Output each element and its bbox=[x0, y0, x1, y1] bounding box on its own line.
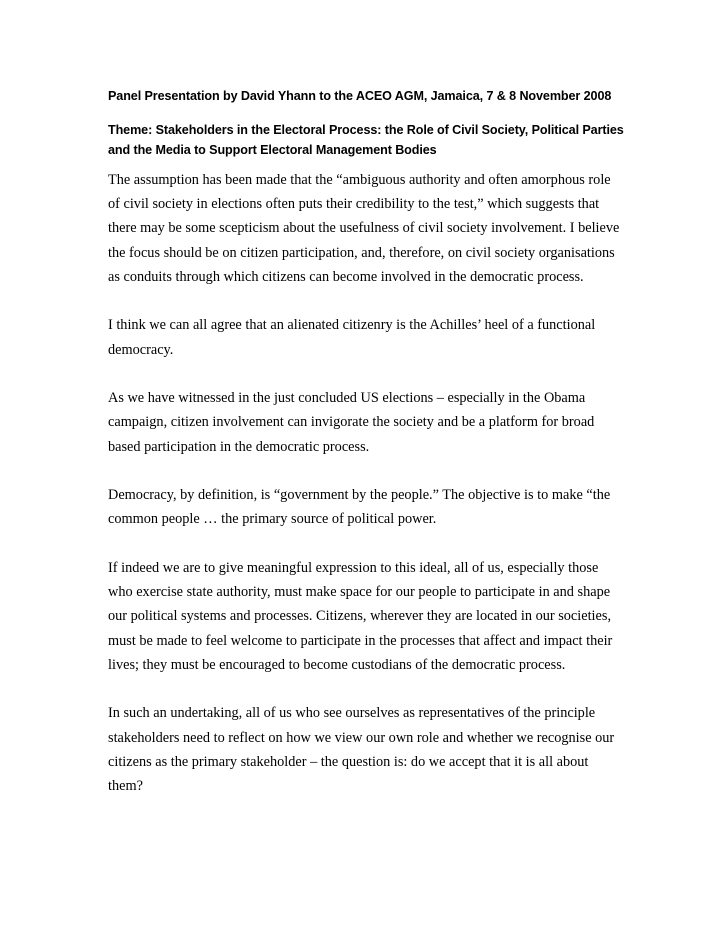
document-title: Panel Presentation by David Yhann to the ACEO AGM, Jamaica, 7 & 8 November 2008 bbox=[108, 89, 612, 103]
paragraph: Democracy, by definition, is “government by the people.” The objective is to make “the common people … the primary source of political power. bbox=[108, 487, 611, 528]
paragraph: I think we can all agree that an alienated citizenry is the Achilles’ heel of a functional democracy. bbox=[108, 317, 596, 358]
document-theme: Theme: Stakeholders in the Electoral Process: the Role of Civil Society, Political Parties and the Media to Support Electoral Management Bodies bbox=[108, 123, 624, 157]
paragraph: If indeed we are to give meaningful expression to this ideal, all of us, especially those who exercise state authority, must make space for our people to participate in and shape our political systems and processes. Citizens, wherever they are located in our societies, must be made to feel welcome to participate in the processes that affect and impact their lives; they must be encouraged to become custodians of the democratic process. bbox=[108, 560, 613, 673]
paragraph: The assumption has been made that the “ambiguous authority and often amorphous role of civil society in elections often puts their credibility to the test,” which suggests that there may be some scepticism about the usefulness of civil society involvement. I believe the focus should be on citizen participation, and, therefore, on civil society organisations as conduits through which citizens can become involved in the democratic process. bbox=[108, 172, 620, 285]
paragraph: As we have witnessed in the just concluded US elections – especially in the Obama campaign, citizen involvement can invigorate the society and be a platform for broad based participation in the democratic process. bbox=[108, 390, 595, 455]
paragraph: In such an undertaking, all of us who see ourselves as representatives of the principle stakeholders need to reflect on how we view our own role and whether we recognise our citizens as the primary stakeholder – the question is: do we accept that it is all about them? bbox=[108, 705, 615, 795]
document-body bbox=[108, 168, 620, 823]
